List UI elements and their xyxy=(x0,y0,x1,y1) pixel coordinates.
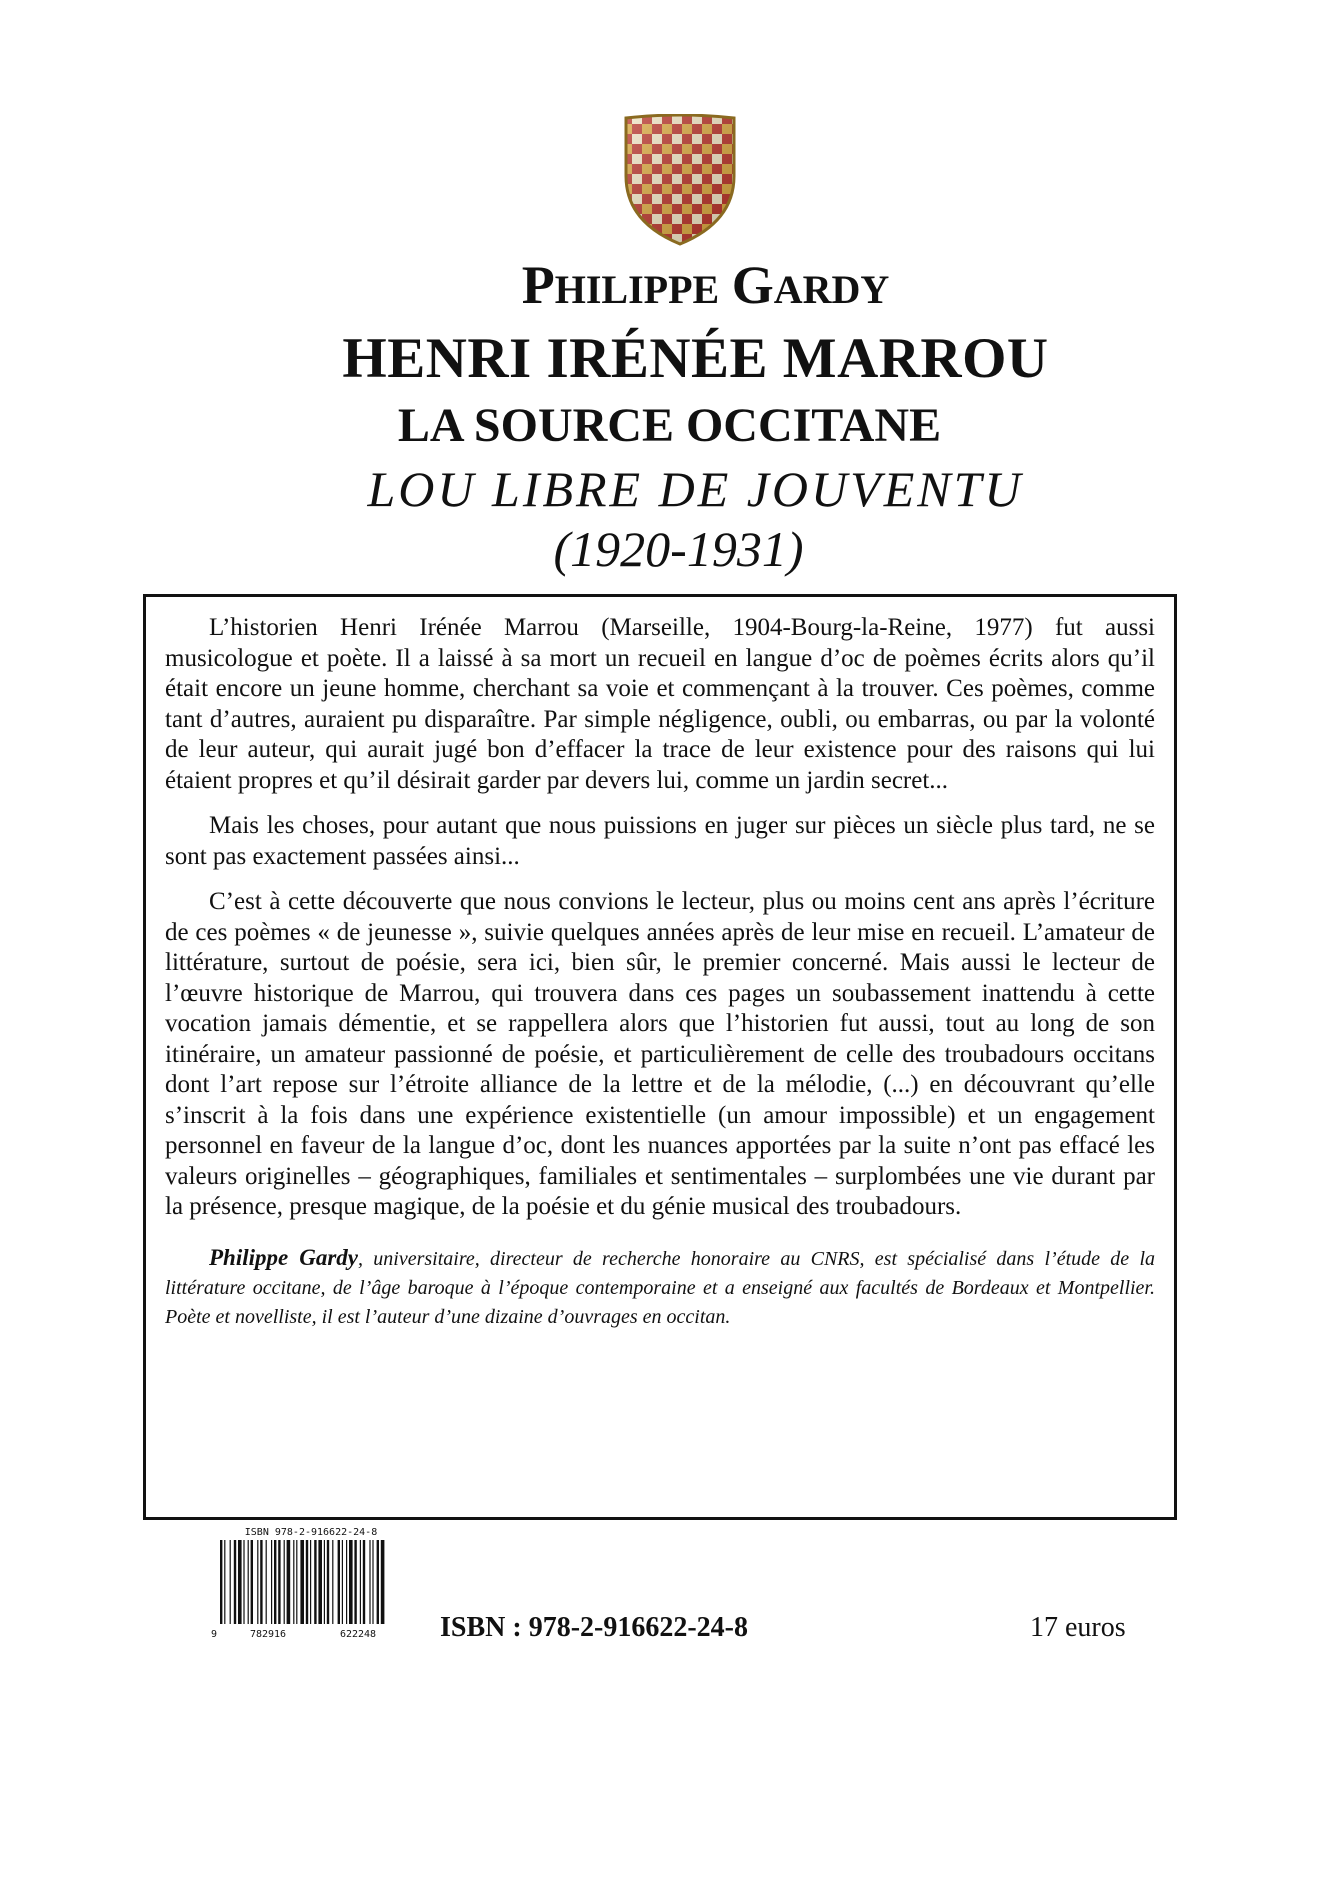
shield-check xyxy=(732,194,738,204)
barcode-bar xyxy=(360,1540,361,1624)
barcode-bar xyxy=(248,1540,249,1624)
barcode-caption: ISBN 978-2-916622-24-8 xyxy=(244,1527,378,1538)
barcode-bar xyxy=(332,1540,333,1624)
shield-check xyxy=(632,234,642,244)
barcode-bar xyxy=(318,1540,322,1624)
work-years: (1920-1931) xyxy=(553,521,804,577)
shield-check xyxy=(732,244,738,248)
coat-of-arms-shield-icon xyxy=(622,114,738,248)
shield-check xyxy=(632,244,642,248)
barcode-bar xyxy=(243,1540,244,1624)
shield-check xyxy=(692,244,702,248)
shield-check xyxy=(732,234,738,244)
barcode-bar xyxy=(220,1540,222,1624)
shield-check xyxy=(732,204,738,214)
shield-check xyxy=(722,224,732,234)
author-last-rest: ARDY xyxy=(773,267,890,312)
shield-check xyxy=(732,214,738,224)
shield-check xyxy=(712,244,722,248)
barcode-bar xyxy=(284,1540,285,1624)
author-first-initial: P xyxy=(521,255,555,315)
barcode-bar xyxy=(224,1540,225,1624)
shield-check xyxy=(682,244,692,248)
barcode-bar xyxy=(306,1540,308,1624)
barcode-bar xyxy=(260,1540,262,1624)
barcode-bar xyxy=(338,1540,340,1624)
blurb-paragraph-3: C’est à cette découverte que nous convions le lecteur, plus ou moins cent ans après l’écriture de ces poèmes « de jeunesse », suivie quelques années après de leur mise en recueil. L’amateur de littérature, surtout de poésie, sera ici, bien sûr, le premier concerné. Mais aussi le lecteur de l’œuvre historique de Marrou, qui trouvera dans ces pages un soubassement inattendu à cette vocation jamais démentie, et se rappellera alors que l’historien fut aussi, tout au long de son itinéraire, un amateur passionné de poésie, et particulièrement de celle des troubadours occitans dont l’art repose sur l’étroite alliance de la lettre et de la mélodie, (...) en découvrant qu’elle s’inscrit à la fois dans une expérience existentielle (un amour impossible) et un engagement personnel en faveur de la langue d’oc, dont les nuances apportées par la suite n’ont pas effacé les valeurs originelles – géographiques, familiales et sentimentales – surplombées une vie durant par la présence, presque magique, de la poésie et du génie musical des troubadours. xyxy=(165,888,1155,1220)
barcode-bar xyxy=(363,1540,365,1624)
shield-check xyxy=(622,234,632,244)
author-last-initial: G xyxy=(731,255,774,315)
barcode-bar xyxy=(287,1540,291,1624)
shield-check xyxy=(652,244,662,248)
barcode-bar xyxy=(354,1540,356,1624)
barcode-bar xyxy=(300,1540,304,1624)
book-subtitle: LA SOURCE OCCITANE xyxy=(397,399,942,452)
shield-check xyxy=(722,244,732,248)
author-first-rest: HILIPPE xyxy=(554,267,720,312)
price-text: 17 euros xyxy=(1030,1612,1126,1643)
barcode-bar xyxy=(346,1540,347,1624)
work-title: LOU LIBRE DE JOUVENTU xyxy=(367,461,1024,517)
barcode-bar xyxy=(230,1540,231,1624)
shield-check xyxy=(622,204,632,214)
barcode-bar xyxy=(251,1540,253,1624)
barcode-bar xyxy=(349,1540,353,1624)
shield-check xyxy=(702,244,712,248)
isbn-barcode xyxy=(208,1524,414,1644)
blurb-paragraph-1: L’historien Henri Irénée Marrou (Marseille, 1904-Bourg-la-Reine, 1977) fut aussi musicologue et poète. Il a laissé à sa mort un recueil en langue d’oc de poèmes écrits alors qu’il était encore un jeune homme, cherchant sa voie et commençant à la trouver. Ces poèmes, comme tant d’autres, auraient pu disparaître. Par simple négligence, oubli, ou embarras, ou par la volonté de leur auteur, qui aurait jugé bon d’effacer la trace de leur existence pour des raisons qui lui étaient propres et qu’il désirait garder par devers lui, comme un jardin secret... xyxy=(165,614,1155,794)
barcode-bars xyxy=(220,1540,384,1624)
shield-check xyxy=(662,244,672,248)
barcode-bar xyxy=(372,1540,373,1624)
barcode-bar xyxy=(293,1540,294,1624)
barcode-bar xyxy=(342,1540,343,1624)
shield-check xyxy=(622,224,632,234)
barcode-digits-right: 622248 xyxy=(339,1629,377,1640)
barcode-digits-left: 9 xyxy=(211,1629,218,1640)
shield-check xyxy=(702,234,712,244)
author-bio xyxy=(165,1243,1155,1332)
shield-check xyxy=(642,244,652,248)
barcode-bar xyxy=(238,1540,242,1624)
isbn-text: ISBN : 978-2-916622-24-8 xyxy=(440,1612,748,1643)
barcode-bar xyxy=(324,1540,325,1624)
shield-check xyxy=(712,234,722,244)
barcode-bar xyxy=(369,1540,370,1624)
shield-check xyxy=(632,224,642,234)
book-title: HENRI IRÉNÉE MARROU xyxy=(342,327,1049,390)
barcode-bar xyxy=(278,1540,280,1624)
barcode-digits-mid: 782916 xyxy=(249,1629,287,1640)
barcode-bar xyxy=(234,1540,236,1624)
shield-check xyxy=(722,234,732,244)
shield-check xyxy=(722,214,732,224)
barcode-bar xyxy=(271,1540,272,1624)
barcode-bar xyxy=(274,1540,276,1624)
shield-check xyxy=(642,234,652,244)
barcode-bar xyxy=(296,1540,297,1624)
author-bio-text: , universitaire, directeur de recherche honoraire au CNRS, est spécialisé dans l’étude de la littérature occitane, de l’âge baroque à l’époque contemporaine et a enseigné aux facultés de Bordeaux et Montpellier. Poète et novelliste, il est l’auteur d’une dizaine d’ouvrages en occitan. xyxy=(165,1247,1156,1328)
shield-check xyxy=(622,244,632,248)
author-bio-name: Philippe Gardy xyxy=(209,1244,359,1270)
barcode-bar xyxy=(377,1540,379,1624)
shield-check xyxy=(732,224,738,234)
barcode-bar xyxy=(327,1540,329,1624)
shield-check xyxy=(622,214,632,224)
barcode-bar xyxy=(266,1540,267,1624)
blurb-box xyxy=(143,594,1177,1520)
barcode-bar xyxy=(257,1540,258,1624)
barcode-bar xyxy=(314,1540,316,1624)
barcode-bar xyxy=(310,1540,311,1624)
barcode-bar xyxy=(381,1540,385,1624)
author-name xyxy=(0,255,1339,315)
blurb-paragraph-2: Mais les choses, pour autant que nous puissions en juger sur pièces un siècle plus tard, ne se sont pas exactement passées ainsi... xyxy=(165,812,1155,870)
